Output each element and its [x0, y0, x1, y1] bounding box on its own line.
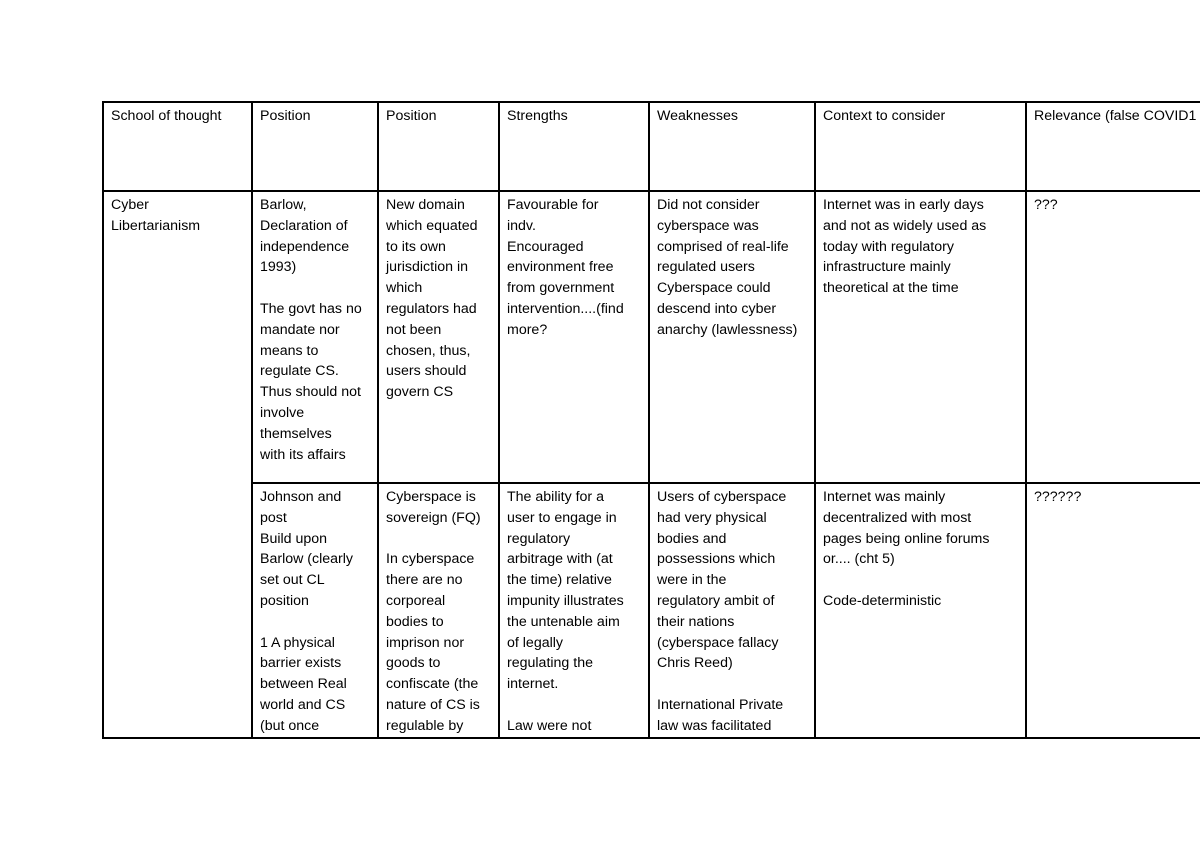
cell-text: Internet was in early days and not as widely used as today with regulatory infrastructure mainly theoretical at the time: [823, 197, 987, 297]
header-cell-weaknesses: [649, 102, 815, 191]
header-cell-relevance: [1026, 102, 1200, 191]
cell-text: Johnson and post Build upon Barlow (clearly set out CL position 1 A physical barrier exists between Real world and CS (but once: [260, 489, 354, 734]
table-cell: [499, 191, 649, 483]
header-text: Position: [386, 108, 437, 124]
header-cell-school: [103, 102, 252, 191]
cell-text: Did not consider cyberspace was comprised of real-life regulated users Cyberspace could descend into cyber anarchy (lawlessness): [657, 197, 798, 338]
header-text: School of thought: [111, 108, 222, 124]
header-cell-position: [252, 102, 378, 191]
cell-text: Internet was mainly decentralized with most pages being online forums or.... (cht 5) Code-deterministic: [823, 489, 990, 609]
cell-text: ???: [1034, 197, 1058, 213]
header-text: Position: [260, 108, 311, 124]
table-cell: [649, 191, 815, 483]
cell-text: Cyberspace is sovereign (FQ) In cyberspace there are no corporeal bodies to imprison nor goods to confiscate (the nature of CS is regulable by: [386, 489, 481, 734]
table-cell: [378, 483, 499, 738]
cell-text: Cyber Libertarianism: [111, 197, 201, 234]
table-cell: [499, 483, 649, 738]
header-text: Relevance (false COVID1: [1034, 108, 1197, 124]
table-cell: [1026, 191, 1200, 483]
school-cell: [103, 191, 252, 738]
cell-text: ??????: [1034, 489, 1082, 505]
cell-text: New domain which equated to its own jurisdiction in which regulators had not been chosen, thus, users should govern CS: [386, 197, 478, 401]
table-cell: [649, 483, 815, 738]
table-header-row: [103, 102, 1200, 191]
header-cell-position-2: [378, 102, 499, 191]
table-cell: [815, 191, 1026, 483]
table-row: [103, 483, 1200, 738]
cell-text: Favourable for indv. Encouraged environment free from government intervention....(find more?: [507, 197, 624, 338]
table-cell: [1026, 483, 1200, 738]
cell-text: The ability for a user to engage in regulatory arbitrage with (at the time) relative impunity illustrates the untenable aim of legally regulating the internet. Law were not: [507, 489, 624, 734]
table-cell: [252, 483, 378, 738]
header-text: Context to consider: [823, 108, 946, 124]
header-cell-context: [815, 102, 1026, 191]
cell-text: Barlow, Declaration of independence 1993) The govt has no mandate nor means to regulate CS. Thus should not involve themselves with its affairs: [260, 197, 362, 463]
header-text: Weaknesses: [657, 108, 738, 124]
header-text: Strengths: [507, 108, 568, 124]
cell-text: Users of cyberspace had very physical bodies and possessions which were in the regulatory ambit of their nations (cyberspace fallacy Chris Reed) International Private law was facilitated: [657, 489, 787, 734]
table-cell: [378, 191, 499, 483]
schools-of-thought-table: [102, 101, 1200, 739]
table-cell: [252, 191, 378, 483]
table-row: [103, 191, 1200, 483]
header-cell-strengths: [499, 102, 649, 191]
table-cell: [815, 483, 1026, 738]
